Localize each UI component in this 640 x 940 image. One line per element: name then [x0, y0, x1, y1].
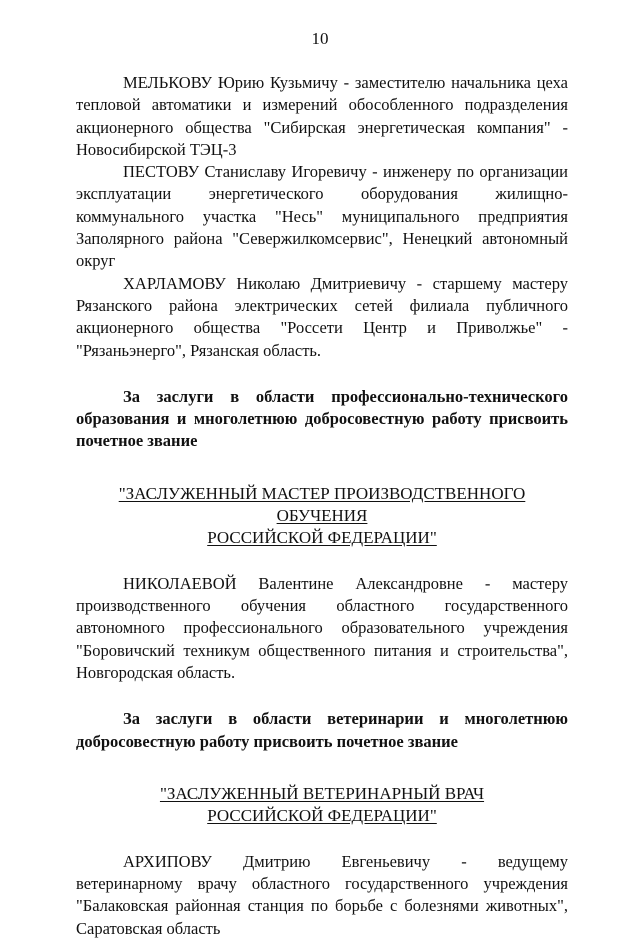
honorary-title-vet-line2: РОССИЙСКОЙ ФЕДЕРАЦИИ" [207, 805, 437, 825]
spacer [76, 753, 568, 783]
spacer [76, 684, 568, 708]
merit-statement-education: За заслуги в области профессионально-технического образования и многолетнюю добросовестную работу присвоить почетное звание [76, 386, 568, 451]
honorary-title-master-line2: РОССИЙСКОЙ ФЕДЕРАЦИИ" [207, 527, 437, 547]
honorary-title-vet-line1: "ЗАСЛУЖЕННЫЙ ВЕТЕРИНАРНЫЙ ВРАЧ [159, 783, 485, 803]
awardee-kharlamov: ХАРЛАМОВУ Николаю Дмитриевичу - старшему мастеру Рязанского района электрических сетей филиала публичного акционерного общества "Россети Центр и Приволжье" - "Рязаньэнерго", Рязанская область. [76, 273, 568, 360]
honorary-title-master-line1: "ЗАСЛУЖЕННЫЙ МАСТЕР ПРОИЗВОДСТВЕННОГО ОБУЧЕНИЯ [118, 483, 526, 525]
awardee-nikolaeva: НИКОЛАЕВОЙ Валентине Александровне - мастеру производственного обучения областного государственного автономного профессионального образовательного учреждения "Боровичский техникум общественного питания и строительства", Новгородская область. [76, 573, 568, 682]
spacer [76, 453, 568, 483]
spacer [76, 549, 568, 573]
spacer [76, 362, 568, 386]
awardee-melkov: МЕЛЬКОВУ Юрию Кузьмичу - заместителю начальника цеха тепловой автоматики и измерений обособленного подразделения акционерного общества "Сибирская энергетическая компания" - Новосибирской ТЭЦ-3 [76, 73, 568, 159]
page-number: 10 [311, 29, 329, 48]
honorary-title-vet [76, 783, 568, 827]
merit-statement-veterinary: За заслуги в области ветеринарии и многолетнюю добросовестную работу присвоить почетное звание [76, 709, 568, 751]
awardee-arkhipov: АРХИПОВУ Дмитрию Евгеньевичу - ведущему ветеринарному врачу областного государственного учреждения "Балаковская районная станция по борьбе с болезнями животных", Саратовская область [76, 851, 568, 938]
document-body [76, 72, 568, 940]
awardee-pestov: ПЕСТОВУ Станиславу Игоревичу - инженеру по организации эксплуатации энергетического оборудования жилищно-коммунального участка "Несь" муниципального предприятия Заполярного района "Севержилкомсервис", Ненецкий автономный округ [76, 162, 568, 271]
spacer [76, 827, 568, 851]
honorary-title-master [76, 483, 568, 549]
